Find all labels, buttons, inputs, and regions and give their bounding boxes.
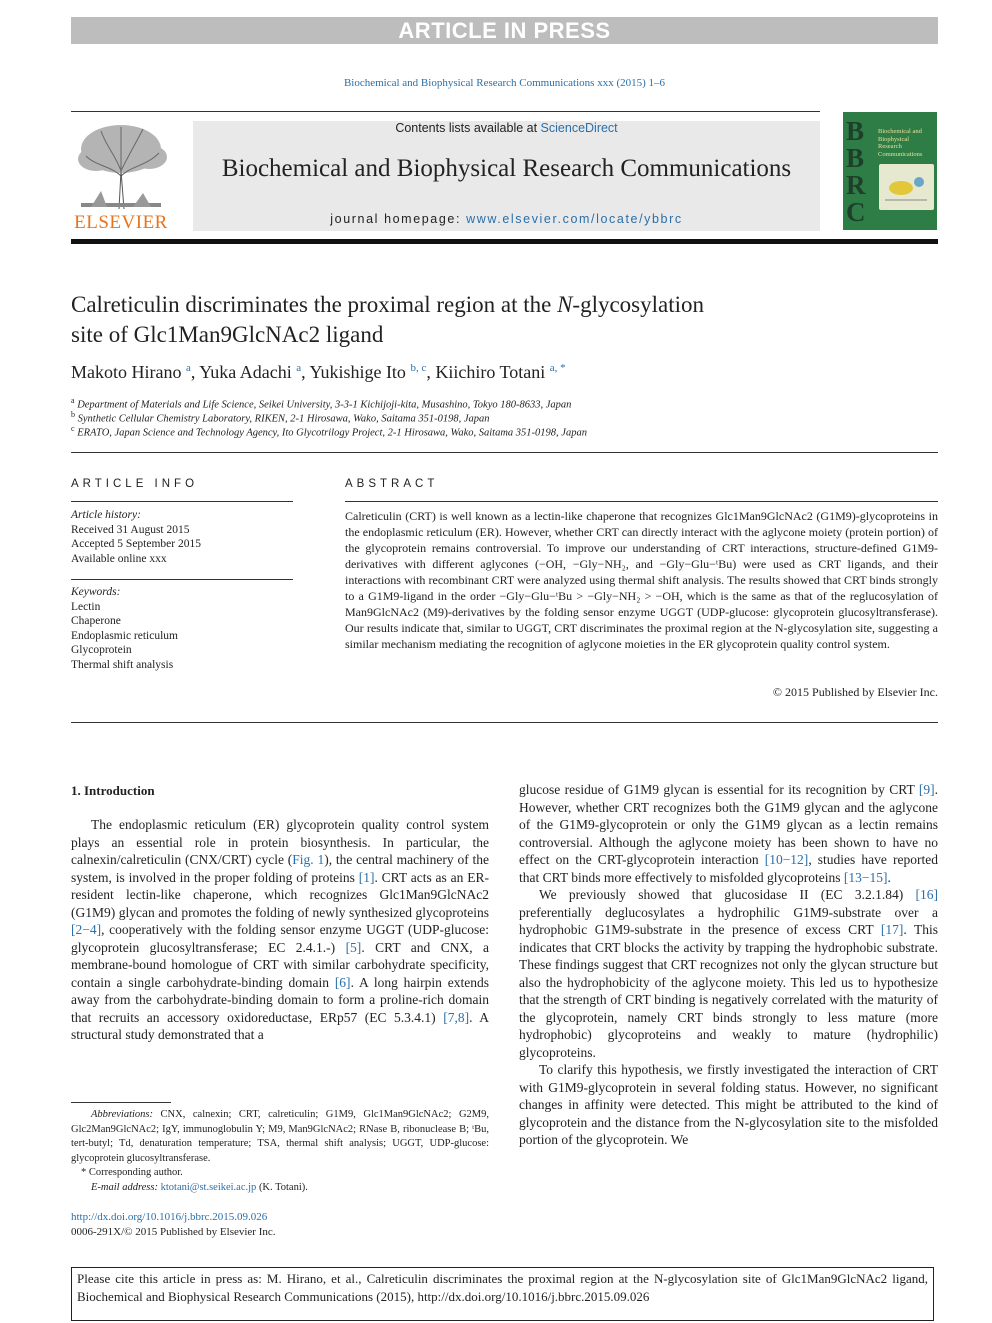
text-run: . This indicates that CRT blocks the activity by trapping the hydrophobic substrate. These findings suggest that CRT recognizes not only the glycan structure but also the hydrophobicity of the aglycone moiety. This led us to hypothesize that the strength of CRT binding is negatively correlated with the maturity of the glycoprotein, namely CRT binds strongly to less mature (more hydrophobic) glycoproteins and weakly to mature (hydrophilic) glycoproteins. (519, 922, 938, 1060)
intro-paragraph: To clarify this hypothesis, we firstly investigated the interaction of CRT with G1M9-glycoprotein in several folding status. However, no significant changes in affinity were detected. This might be attributed to the kind of glycoprotein and the distance from the N-glycosylation site to the misfolded portion of the glycoprotein. We (519, 1062, 938, 1147)
keyword: Chaperone (71, 615, 121, 627)
journal-name: Biochemical and Biophysical Research Communications (221, 155, 792, 182)
cover-letter-2: B (846, 143, 865, 173)
email-link[interactable]: ktotani@st.seikei.ac.jp (160, 1181, 257, 1193)
citation-link[interactable]: [7,8] (443, 1009, 470, 1025)
section-rule (71, 722, 938, 723)
text-run: . A long hairpin extends away from the carbohydrate-binding domain to form a proline-rich domain that recruits an accessory oxidoreductase, ERp57 (EC 5.3.4.1) (71, 974, 489, 1025)
sciencedirect-link[interactable]: ScienceDirect (540, 121, 618, 135)
intro-right-column (519, 781, 938, 1149)
keyword: Endoplasmic reticulum (71, 629, 178, 642)
header-thick-rule (71, 239, 938, 244)
contents-prefix: Contents lists available at (395, 121, 541, 135)
author-name[interactable]: Yukishige Ito (309, 362, 406, 382)
abbreviations-note (71, 1108, 489, 1166)
citation-box: Please cite this article in press as: M. Hirano, et al., Calreticulin discriminates the proximal region at the N-glycosylation site of Glc1Man9GlcNAc2 ligand, Biochemical and Biophysical Research Communications (2015), http://dx.doi.org/10.1016/j.bbrc.2015.09.026 (71, 1267, 934, 1321)
keywords-label: Keywords: (71, 586, 121, 598)
homepage-prefix: journal homepage: (330, 212, 467, 226)
text-run: , studies have reported that CRT binds more effectively to misfolded glycoproteins (519, 852, 938, 885)
text-run: The endoplasmic reticulum (ER) glycoprotein quality control system plays an essential role in protein biosynthesis. In particular, the calnexin/calreticulin (CNX/CRT) cycle ( (71, 817, 489, 867)
affiliation-text: ERATO, Japan Science and Technology Agency, Ito Glycotrilogy Project, 2-1 Hirosawa, Wako, Saitama 351-0198, Japan (77, 427, 587, 439)
title-line2: site of Glc1Man9GlcNAc2 ligand (71, 322, 384, 347)
history-item: Accepted 5 September 2015 (71, 538, 201, 550)
author-sup[interactable]: a, * (549, 362, 566, 374)
citation-link[interactable]: [5] (345, 939, 362, 955)
homepage-link[interactable]: www.elsevier.com/locate/ybbrc (466, 212, 683, 226)
cover-figure (879, 164, 934, 210)
footnote-rule (71, 1102, 171, 1103)
introduction-heading: 1. Introduction (71, 783, 155, 798)
text-run: We previously showed that glucosidase II (EC 3.2.1.84) (539, 887, 916, 902)
keyword: Thermal shift analysis (71, 658, 174, 671)
title-line1-a: Calreticulin discriminates the proximal region at the (71, 292, 558, 317)
abstract-heading: ABSTRACT (345, 478, 439, 490)
section-rule (71, 452, 938, 453)
history-item: Available online xxx (71, 552, 167, 565)
text-run: , cooperatively with the folding sensor enzyme UGGT (UDP-glucose: glycoprotein glucosyltransferase; EC 2.4.1.-) (71, 922, 489, 955)
intro-paragraph (519, 781, 938, 886)
intro-left-column (71, 816, 489, 1044)
citation-link[interactable]: [6] (334, 974, 351, 990)
article-info-heading: ARTICLE INFO (71, 478, 199, 490)
keyword: Lectin (71, 600, 101, 613)
keyword: Glycoprotein (71, 644, 132, 656)
contents-line (193, 121, 820, 135)
abstract-text: Calreticulin (CRT) is well known as a lectin-like chaperone that recognizes Glc1Man9GlcNAc2 (G1M9)-glycoproteins in the endoplasmic reticulum (ER). However, whether CRT can directly interact with the aglycone moiety (protein portion) of the glycoprotein remains controversial. To improve our understanding of CRT interactions, structure-defined G1M9-derivatives with different aglycones (−OH, −Gly−NH₂, and −Gly−Glu−ᵗBu) were used as CRT ligands, and their interactions with recombinant CRT were analyzed using thermal shift analysis. The results showed that CRT binds strongly to a G1M9-ligand in the order −Gly−Glu−ᵗBu > −Gly−NH₂ > −OH, which is the same as that of the reglucosylation of Man9GlcNAc2 (M9)-derivatives by the folding sensor enzyme UGGT (UDP-glucose: glycoprotein glucosyltransferase). Our results indicate that, similar to UGGT, CRT discriminates the proximal region at the N-glycosylation site, suggesting a similar mechanism mediating the recognition of aglycone moieties in the ER glycoprotein quality control system. (345, 509, 938, 651)
author-name[interactable]: Yuka Adachi (199, 362, 292, 382)
article-history (71, 508, 293, 566)
journal-homepage-line (193, 212, 820, 226)
email-suffix: (K. Totani). (256, 1181, 308, 1193)
author-name[interactable]: Makoto Hirano (71, 362, 182, 382)
text-run: . However, whether CRT recognizes both the G1M9 glycan and the aglycone of the G1M9-glycoprotein or only the G1M9 glycan as a lectin remains controversial. Although the aglycone moiety has been shown to have no effect on the CRT-glycoprotein interaction (519, 782, 938, 867)
elsevier-wordmark: ELSEVIER (74, 212, 168, 233)
citation-link[interactable]: [13−15] (843, 869, 888, 885)
abstract-copyright: © 2015 Published by Elsevier Inc. (772, 685, 938, 699)
author-sup[interactable]: a (296, 362, 302, 374)
affiliation (71, 410, 931, 425)
article-in-press-banner: ARTICLE IN PRESS (71, 17, 938, 44)
article-info-rule (71, 501, 293, 502)
journal-reference-link[interactable]: Biochemical and Biophysical Research Communications xxx (2015) 1–6 (343, 77, 666, 89)
issn-line: 0006-291X/© 2015 Published by Elsevier Inc. (71, 1226, 276, 1238)
citation-link[interactable]: [2−4] (71, 922, 102, 937)
abbreviations-text: CNX, calnexin; CRT, calreticulin; G1M9, Glc1Man9GlcNAc2; G2M9, Glc2Man9GlcNAc2; IgY, immunoglobulin Y; M9, Man9GlcNAc2; RNase B, ribonuclease B; ᵗBu, tert-butyl; Td, denaturation temperature; TSA, thermal shift analysis; UGGT, UDP-glucose: glycoprotein glucosyltransferase. (71, 1109, 489, 1164)
affiliation-sup: a (71, 396, 75, 405)
cover-letter-4: C (846, 197, 866, 227)
abbreviations-label: Abbreviations: (91, 1109, 154, 1120)
cover-letter-3: R (846, 170, 866, 200)
text-run: . A structural study demonstrated that a (71, 1009, 489, 1042)
citation-link[interactable]: [9] (918, 782, 935, 797)
article-title (71, 290, 931, 350)
intro-paragraph (71, 816, 489, 1044)
author-list: Makoto Hirano $^a$, Yuka Adachi $^a$, Yukishige Ito $^{b, c}$, Kiichiro Totani $^{a, *}$ (71, 362, 566, 382)
figure-ref-link[interactable]: Fig. 1 (292, 852, 325, 867)
affiliation (71, 396, 931, 411)
intro-paragraph (519, 886, 938, 1061)
title-line1-italic: N (557, 292, 573, 317)
affiliation-text: Department of Materials and Life Science, Seikei University, 3-3-1 Kichijoji-kita, Musashino, Tokyo 180-8633, Japan (77, 399, 572, 411)
author-sup[interactable]: b, c (410, 362, 427, 374)
cover-letter-1: B (846, 116, 865, 146)
text-run: . CRT and CNX, a membrane-bound homologue of CRT with similar carbohydrate specificity, contain a single carbohydrate-binding domain (71, 939, 489, 990)
affiliation-sup: c (71, 424, 75, 433)
corresponding-note: * Corresponding author. (81, 1167, 183, 1178)
author-name[interactable]: Kiichiro Totani (435, 362, 546, 382)
text-run: . CRT acts as an ER-resident lectin-like chaperone, which recognizes Glc1Man9GlcNAc2 (G1M9) glycan and promotes the folding of newly synthesized glycoproteins (71, 869, 489, 920)
affiliation-text: Synthetic Cellular Chemistry Laboratory, RIKEN, 2-1 Hirosawa, Wako, Saitama 351-0198, Japan (77, 413, 490, 425)
text-run: preferentially deglucosylates a hydrophilic G1M9-substrate over a hydrophobic G1M9-substrate in the presence of excess CRT (519, 904, 938, 937)
affiliation-sup: b (71, 410, 75, 419)
history-item: Received 31 August 2015 (71, 523, 190, 536)
doi-link[interactable]: http://dx.doi.org/10.1016/j.bbrc.2015.09.026 (71, 1211, 268, 1223)
author-sup[interactable]: a (185, 362, 191, 374)
email-note (71, 1181, 489, 1196)
text-run: glucose residue of G1M9 glycan is essential for its recognition by CRT (519, 782, 919, 797)
abstract-rule (345, 501, 938, 502)
keywords-rule (71, 579, 293, 580)
keywords (71, 585, 293, 672)
citation-link[interactable]: [17] (880, 922, 904, 937)
citation-link[interactable]: [1] (358, 869, 375, 885)
citation-link[interactable]: [16] (915, 887, 938, 902)
cover-title: Biochemical and Biophysical Research Communications (878, 128, 923, 158)
citation-link[interactable]: [10−12] (764, 852, 809, 867)
history-label: Article history: (71, 509, 141, 521)
footnotes (71, 1108, 489, 1195)
text-run: . (887, 869, 891, 885)
text-run: ), the central machinery of the system, is involved in the proper folding of proteins (71, 852, 489, 885)
email-label: E-mail address: (91, 1181, 158, 1193)
title-line1-b: -glycosylation (572, 292, 704, 317)
journal-cover-image (843, 112, 937, 230)
affiliation (71, 424, 931, 439)
header-rule (71, 111, 820, 112)
